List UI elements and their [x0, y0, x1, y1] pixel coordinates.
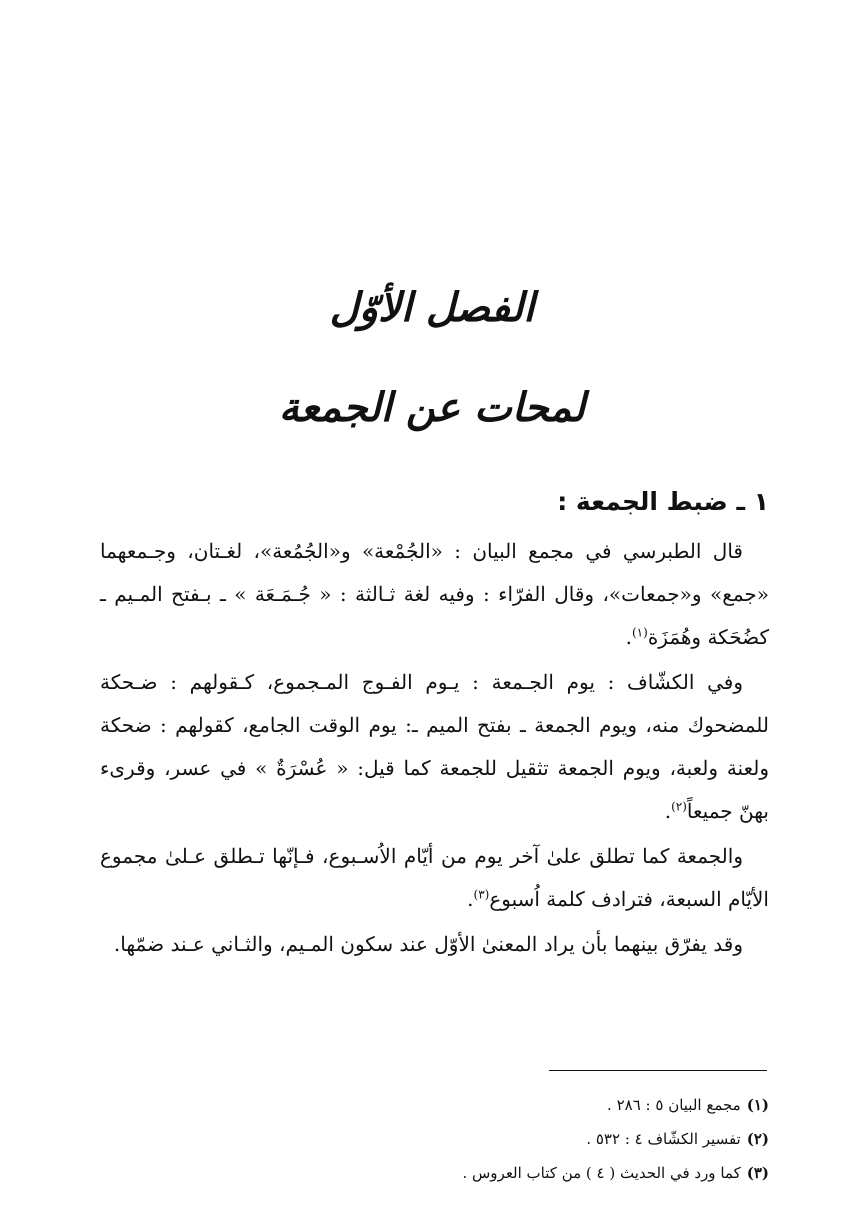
paragraph-1 — [100, 530, 769, 659]
paragraph-2 — [100, 661, 769, 833]
footnote-2 — [320, 1122, 769, 1156]
footnote-text: كما ورد في الحديث ( ٤ ) من كتاب العروس . — [462, 1164, 741, 1182]
footnote-ref[interactable]: (١) — [631, 625, 648, 640]
footnotes — [320, 1088, 769, 1190]
paragraph-end: . — [625, 625, 632, 649]
body-text — [100, 530, 769, 968]
footnote-ref[interactable]: (٢) — [671, 799, 687, 814]
section-heading: ١ ـ ضبط الجمعة : — [557, 487, 769, 516]
paragraph-end: . — [664, 799, 672, 823]
footnote-divider — [549, 1070, 767, 1071]
footnote-1 — [320, 1088, 769, 1122]
footnote-text: مجمع البيان ٥ : ٢٨٦ . — [607, 1096, 741, 1114]
chapter-title: الفصل الأوّل — [329, 285, 535, 331]
paragraph-text: قال الطبرسي في مجمع البيان : «الجُمْعة» و«الجُمُعة»، لغـتان، وجـمعهما «جمع» و«جمعات»، وقال الفرّاء : وفيه لغة ثـالثة : « جُـمَـعَة » ـ بـفتح المـيم ـ كضُحَكة وهُمَزَة — [100, 539, 769, 649]
paragraph-text: وفي الكشّاف : يوم الجـمعة : يـوم الفـوج المـجموع، كـقولهم : ضـحكة للمضحوك منه، ويوم الجمعة ـ بفتح الميم ـ: يوم الوقت الجامع، كقولهم : ضحكة ولعنة ولعبة، ويوم الجمعة تثقيل للجمعة كما قيل: « عُسْرَةٌ » في عسر، وقرىء بهنّ جميعاً — [100, 670, 769, 823]
footnote-number: (٢) — [746, 1130, 769, 1148]
paragraph-end: . — [467, 887, 474, 911]
paragraph-4 — [100, 923, 769, 966]
footnote-ref[interactable]: (٣) — [473, 887, 490, 902]
paragraph-text: والجمعة كما تطلق علىٰ آخر يوم من أيّام الاُسـبوع، فـإنّها تـطلق عـلىٰ مجموع الأيّام السبعة، فترادف كلمة اُسبوع — [100, 844, 769, 911]
paragraph-3 — [100, 835, 769, 921]
footnote-number: (٣) — [746, 1164, 769, 1182]
footnote-3 — [320, 1156, 769, 1190]
footnote-text: تفسير الكشّاف ٤ : ٥٣٢ . — [586, 1130, 741, 1148]
chapter-subtitle: لمحات عن الجمعة — [278, 385, 586, 431]
paragraph-text: وقد يفرّق بينهما بأن يراد المعنىٰ الأوّل عند سكون المـيم، والثـاني عـند ضمّها. — [113, 932, 743, 956]
footnote-number: (١) — [746, 1096, 769, 1114]
